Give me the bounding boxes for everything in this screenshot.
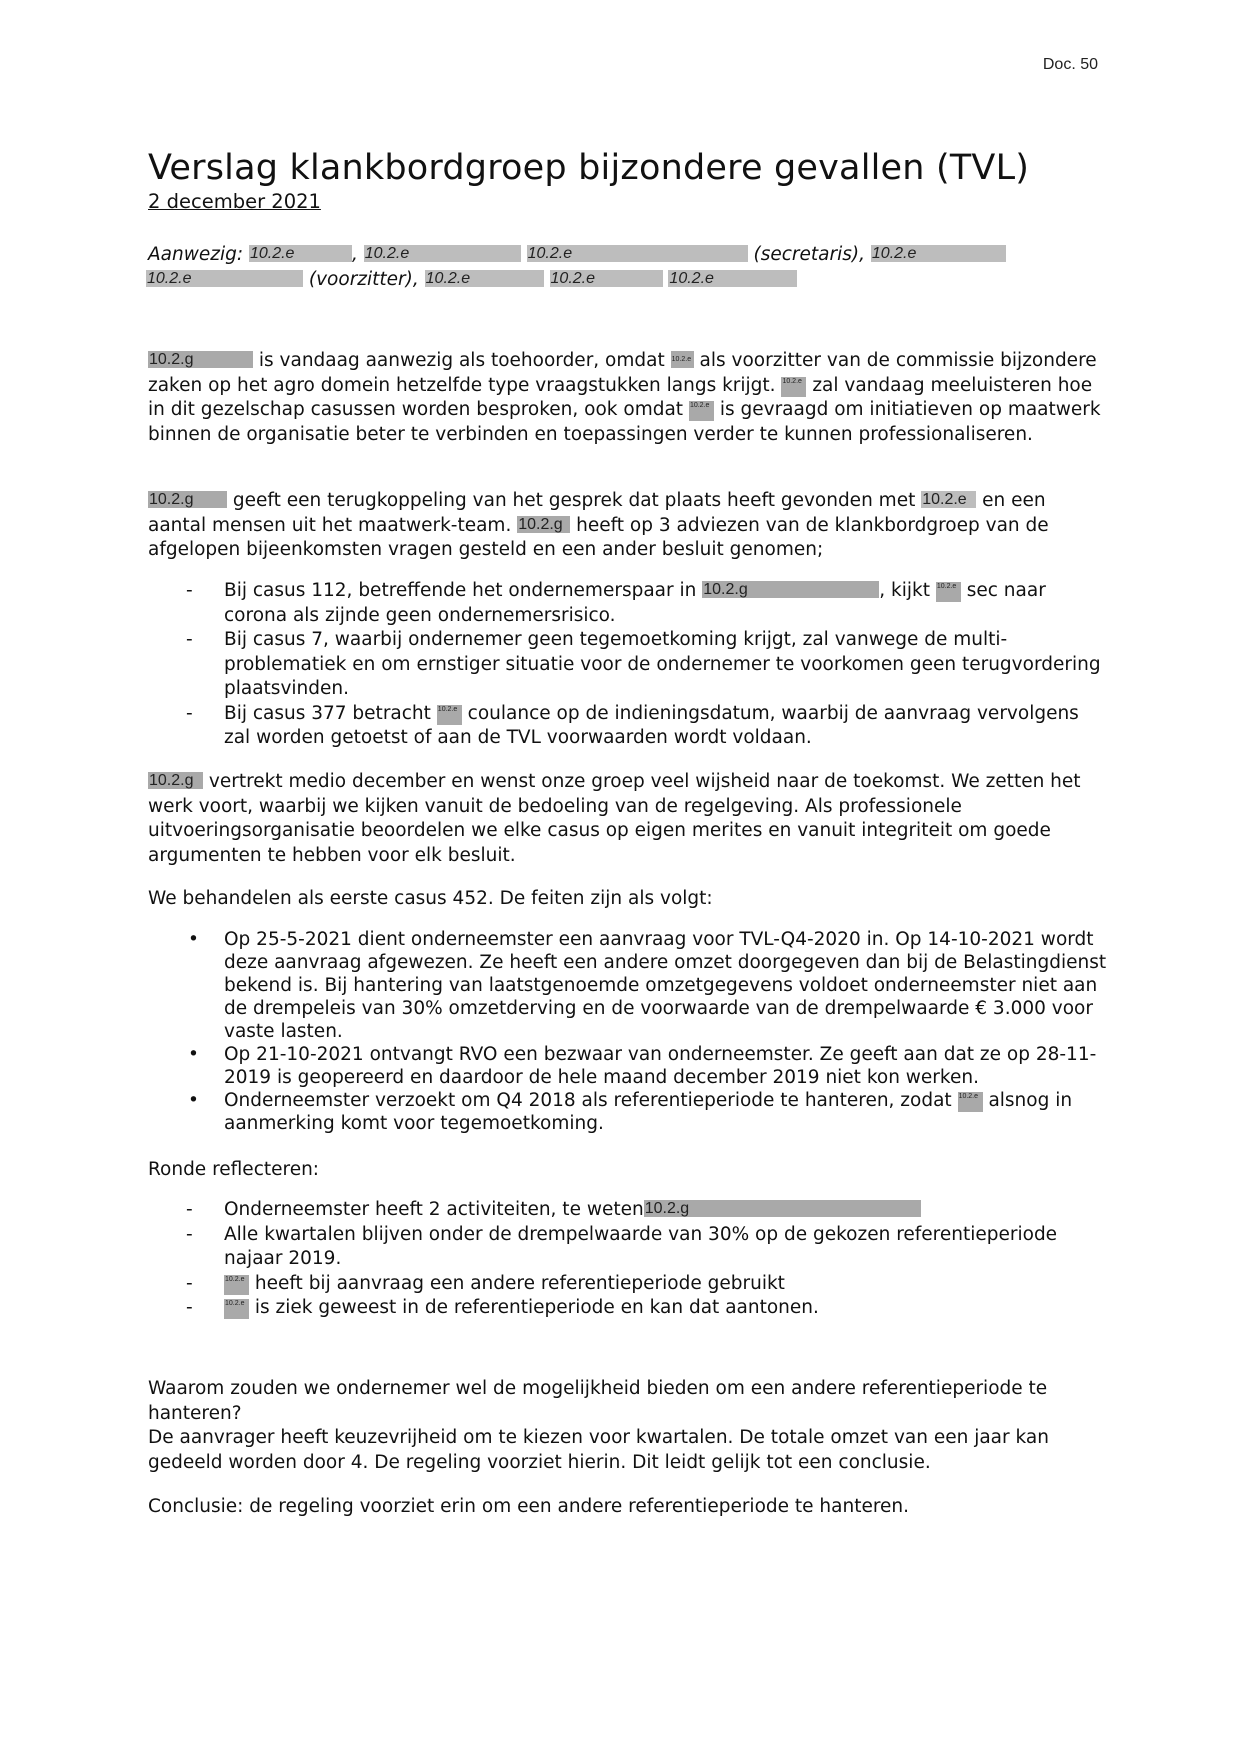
redaction-block: 10.2.e bbox=[550, 270, 663, 287]
text-span: Onderneemster heeft 2 activiteiten, te weten bbox=[224, 1199, 644, 1220]
redaction-block: 10.2.g bbox=[644, 1200, 921, 1217]
text-span: als voorzitter van de commissie bijzondere zaken op het agro domein hetzelfde type vraagstukken langs krijgt. bbox=[148, 350, 1097, 396]
list-item bbox=[148, 1198, 1108, 1223]
role-secretaris: (secretaris), bbox=[753, 244, 865, 265]
paragraph-vraag bbox=[148, 1377, 1108, 1475]
text-span: alsnog in aanmerking komt voor tegemoetkoming. bbox=[224, 1090, 1073, 1134]
redaction-block: 10.2.g bbox=[702, 581, 879, 598]
redaction-block: 10.2.g bbox=[148, 351, 253, 368]
paragraph-conclusie: Conclusie: de regeling voorziet erin om een andere referentieperiode te hanteren. bbox=[148, 1496, 910, 1517]
document-date: 2 december 2021 bbox=[148, 190, 321, 213]
list-item bbox=[148, 1089, 1108, 1135]
paragraph-terugkoppeling bbox=[148, 489, 1108, 563]
text-span: , kijkt bbox=[879, 580, 936, 601]
redaction-block: 10.2.e bbox=[671, 351, 694, 368]
redaction-block: 10.2.e bbox=[668, 270, 797, 287]
redaction-block: 10.2.e bbox=[224, 1275, 249, 1295]
text-span: Bij casus 377 betracht bbox=[224, 702, 437, 724]
page-title: Verslag klankbordgroep bijzondere gevallen (TVL) bbox=[148, 148, 1030, 188]
redaction-block: 10.2.e bbox=[781, 377, 806, 397]
question-text: Waarom zouden we ondernemer wel de mogelijkheid bieden om een andere referentieperiode te hanteren? bbox=[148, 1378, 1048, 1424]
redaction-block: 10.2.e bbox=[958, 1092, 983, 1112]
paragraph-vertrek bbox=[148, 770, 1108, 868]
text-span: is vandaag aanwezig als toehoorder, omdat bbox=[253, 350, 671, 371]
list-besluiten bbox=[148, 579, 1108, 751]
redaction-block: 10.2.e bbox=[936, 582, 961, 602]
attendees-separator: , bbox=[351, 244, 358, 265]
redaction-block: 10.2.e bbox=[437, 705, 462, 725]
redaction-block: 10.2.e bbox=[921, 491, 976, 508]
attendees-section bbox=[148, 242, 1108, 292]
redaction-block: 10.2.e bbox=[146, 270, 303, 287]
paragraph-ronde-reflecteren: Ronde reflecteren: bbox=[148, 1159, 320, 1180]
redaction-block: 10.2.g bbox=[148, 491, 227, 508]
redaction-block: 10.2.g bbox=[517, 516, 570, 533]
redaction-block: 10.2.e bbox=[527, 245, 748, 262]
role-voorzitter: (voorzitter), bbox=[308, 269, 419, 290]
text-span: en een aantal mensen uit het maatwerk-team. bbox=[148, 490, 1046, 536]
text-span: Onderneemster verzoekt om Q4 2018 als referentieperiode te hanteren, zodat bbox=[224, 1090, 958, 1111]
redaction-block: 10.2.e bbox=[249, 245, 352, 262]
list-item bbox=[148, 1272, 1108, 1297]
text-span: geeft een terugkoppeling van het gesprek dat plaats heeft gevonden met bbox=[227, 490, 922, 511]
paragraph-casus-452: We behandelen als eerste casus 452. De feiten zijn als volgt: bbox=[148, 888, 713, 909]
text-span: heeft op 3 adviezen van de klankbordgroep van de afgelopen bijeenkomsten vragen gesteld en een ander besluit genomen; bbox=[148, 514, 1049, 560]
redaction-block: 10.2.e bbox=[689, 401, 714, 421]
redaction-block: 10.2.g bbox=[148, 772, 203, 789]
text-span: zal vandaag meeluisteren hoe in dit gezelschap casussen worden besproken, ook omdat bbox=[148, 374, 1093, 420]
redaction-block: 10.2.e bbox=[364, 245, 521, 262]
text-span: heeft bij aanvraag een andere referentieperiode gebruikt bbox=[249, 1272, 785, 1294]
list-item: • Op 21-10-2021 ontvangt RVO een bezwaar van onderneemster. Ze geeft aan dat ze op 28-11-2019 is geopereerd en daardoor de hele maand december 2019 niet kon werken. bbox=[148, 1043, 1108, 1089]
text-span: vertrekt medio december en wenst onze groep veel wijsheid naar de toekomst. We zetten het werk voort, waarbij we kijken vanuit de bedoeling van de regelgeving. Als professionele uitvoeringsorganisatie beoordelen we elke casus op eigen merites en vanuit integriteit om goede argumenten te hebben voor elk besluit. bbox=[148, 771, 1081, 866]
redaction-block: 10.2.e bbox=[224, 1299, 249, 1319]
text-span: sec naar corona als zijnde geen ondernemersrisico. bbox=[224, 580, 1046, 626]
list-item bbox=[148, 1296, 1108, 1321]
redaction-block: 10.2.e bbox=[425, 270, 544, 287]
text-span: is gevraagd om initiatieven op maatwerk binnen de organisatie beter te verbinden en toepassingen verder te kunnen professionaliseren. bbox=[148, 399, 1101, 445]
paragraph-toehoorder bbox=[148, 349, 1108, 447]
list-item: • Op 25-5-2021 dient onderneemster een aanvraag voor TVL-Q4-2020 in. Op 14-10-2021 wordt deze aanvraag afgewezen. Ze heeft een andere omzet doorgegeven dan bij de Belastingdienst bekend is. Bij hantering van laatstgenoemde omzetgegevens voldoet onderneemster niet aan de drempeleis van 30% omzetderving en de voorwaarde van de drempelwaarde € 3.000 voor vaste lasten. bbox=[148, 928, 1108, 1043]
redaction-block: 10.2.e bbox=[871, 245, 1006, 262]
text-span: coulance op de indieningsdatum, waarbij de aanvraag vervolgens zal worden getoetst of aan de TVL voorwaarden wordt voldaan. bbox=[224, 702, 1079, 748]
list-item bbox=[148, 579, 1108, 628]
text-span: is ziek geweest in de referentieperiode en kan dat aantonen. bbox=[249, 1297, 819, 1318]
list-reflecties bbox=[148, 1198, 1108, 1321]
list-feiten bbox=[148, 928, 1108, 1135]
attendees-label: Aanwezig: bbox=[148, 244, 244, 265]
document-number: Doc. 50 bbox=[1042, 56, 1098, 73]
list-item: - Alle kwartalen blijven onder de drempelwaarde van 30% op de gekozen referentieperiode najaar 2019. bbox=[148, 1223, 1108, 1272]
list-item bbox=[148, 702, 1108, 751]
answer-text: De aanvrager heeft keuzevrijheid om te kiezen voor kwartalen. De totale omzet van een jaar kan gedeeld worden door 4. De regeling voorziet hierin. Dit leidt gelijk tot een conclusie. bbox=[148, 1427, 1049, 1473]
list-item: - Bij casus 7, waarbij ondernemer geen tegemoetkoming krijgt, zal vanwege de multi-problematiek en om ernstiger situatie voor de ondernemer te voorkomen geen terugvordering plaatsvinden. bbox=[148, 628, 1108, 702]
text-span: Bij casus 112, betreffende het ondernemerspaar in bbox=[224, 580, 703, 601]
